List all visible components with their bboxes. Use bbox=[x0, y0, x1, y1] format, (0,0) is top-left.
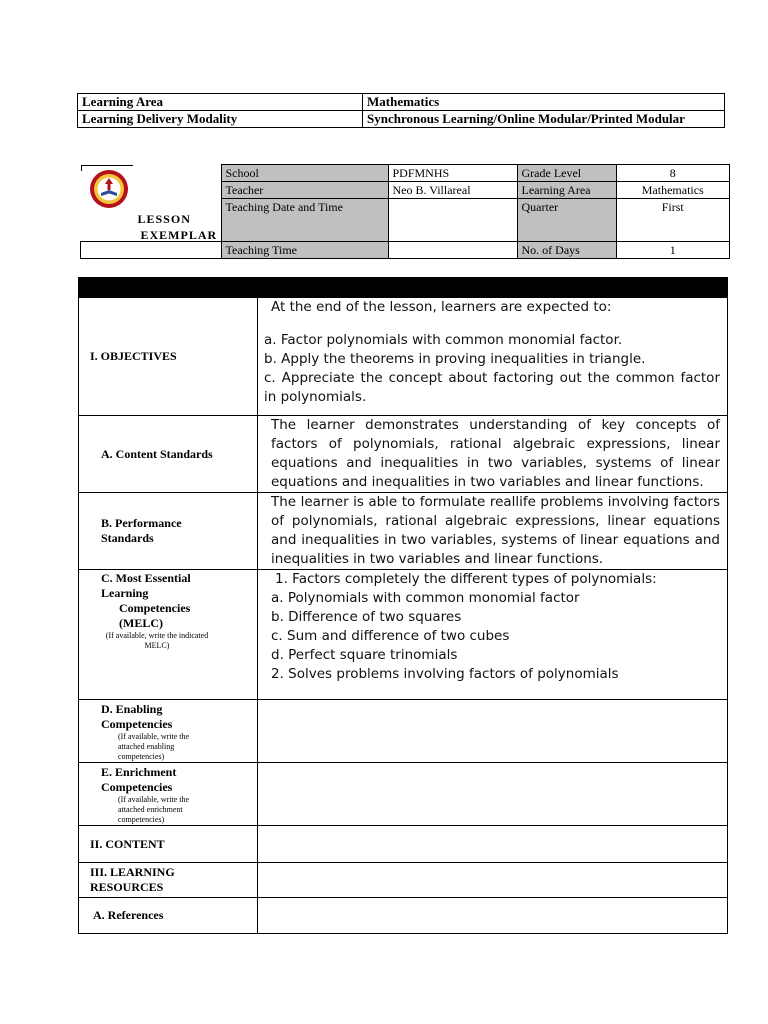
references-label: A. References bbox=[79, 898, 258, 934]
learning-resources-value bbox=[258, 863, 728, 898]
melc-content bbox=[258, 570, 728, 700]
modality-value: Synchronous Learning/Online Modular/Printed Modular bbox=[363, 111, 725, 128]
melc-item: 2. Solves problems involving factors of polynomials bbox=[271, 666, 619, 682]
learning-resources-label: III. LEARNING RESOURCES bbox=[79, 863, 258, 898]
header-bar bbox=[79, 278, 728, 298]
teaching-time-value bbox=[388, 242, 517, 259]
performance-standards-label: B. Performance Standards bbox=[79, 493, 258, 570]
school-label: School bbox=[221, 165, 388, 182]
learning-area-table bbox=[77, 93, 725, 128]
teacher-label: Teacher bbox=[221, 182, 388, 199]
objective-item: a. Factor polynomials with common monomial factor. bbox=[264, 332, 623, 348]
learning-area-value: Mathematics bbox=[363, 94, 725, 111]
quarter-label: Quarter bbox=[517, 199, 616, 242]
quarter-value: First bbox=[616, 199, 730, 242]
objective-item: c. Appreciate the concept about factoring out the common factor in polynomials. bbox=[264, 370, 720, 405]
melc-note: (If available, write the indicated MELC) bbox=[105, 631, 209, 650]
melc-item: c. Sum and difference of two cubes bbox=[271, 628, 510, 644]
references-value bbox=[258, 898, 728, 934]
content-standards-text: The learner demonstrates understanding of key concepts of factors of polynomials, rational algebraic expressions, linear equations and inequalities in two variables, systems of linear equations and inequalities in two variables and linear functions. bbox=[258, 416, 728, 493]
teaching-date-label: Teaching Date and Time bbox=[221, 199, 388, 242]
melc-item: d. Perfect square trinomials bbox=[271, 647, 458, 663]
performance-standards-text: The learner is able to formulate reallife problems involving factors of polynomials, rational algebraic expressions, linear equations and inequalities in two variables, systems of linear equations and inequalities in two variables and linear functions. bbox=[258, 493, 728, 570]
objectives-content bbox=[258, 298, 728, 416]
teaching-date-value bbox=[388, 199, 517, 242]
lesson-exemplar-title: LESSON EXEMPLAR bbox=[137, 211, 218, 242]
empty-cell bbox=[81, 242, 222, 259]
enrichment-competencies-label: E. Enrichment Competencies (If available, write the attached enrichment competencies) bbox=[79, 763, 258, 826]
enabling-competencies-label: D. Enabling Competencies (If available, write the attached enabling competencies) bbox=[79, 700, 258, 763]
objectives-label: I. OBJECTIVES bbox=[79, 298, 258, 416]
learning-area-header-label: Learning Area bbox=[517, 182, 616, 199]
content-standards-label: A. Content Standards bbox=[79, 416, 258, 493]
enabling-competencies-value bbox=[258, 700, 728, 763]
melc-item: 1. Factors completely the different types of polynomials: bbox=[275, 571, 657, 587]
learning-area-label: Learning Area bbox=[78, 94, 363, 111]
school-value: PDFMNHS bbox=[388, 165, 517, 182]
lesson-plan-table bbox=[78, 277, 728, 934]
deped-seal-icon bbox=[89, 169, 129, 209]
melc-item: b. Difference of two squares bbox=[271, 609, 462, 625]
lesson-header-table bbox=[80, 164, 730, 259]
enrichment-note: (If available, write the attached enrichment competencies) bbox=[118, 795, 190, 824]
melc-item: a. Polynomials with common monomial factor bbox=[271, 590, 580, 606]
content-label: II. CONTENT bbox=[79, 826, 258, 863]
learning-area-header-value: Mathematics bbox=[616, 182, 730, 199]
grade-level-value: 8 bbox=[616, 165, 730, 182]
objective-item: b. Apply the theorems in proving inequalities in triangle. bbox=[264, 351, 646, 367]
grade-level-label: Grade Level bbox=[517, 165, 616, 182]
modality-label: Learning Delivery Modality bbox=[78, 111, 363, 128]
enrichment-competencies-value bbox=[258, 763, 728, 826]
logo-cell bbox=[81, 165, 222, 242]
days-value: 1 bbox=[616, 242, 730, 259]
content-value bbox=[258, 826, 728, 863]
teacher-value: Neo B. Villareal bbox=[388, 182, 517, 199]
objectives-intro: At the end of the lesson, learners are expected to: bbox=[271, 299, 612, 315]
melc-label: C. Most Essential Learning Competencies (MELC) (If available, write the indicated MELC) bbox=[79, 570, 258, 700]
enabling-note: (If available, write the attached enabling competencies) bbox=[118, 732, 190, 761]
days-label: No. of Days bbox=[517, 242, 616, 259]
teaching-time-label: Teaching Time bbox=[221, 242, 388, 259]
